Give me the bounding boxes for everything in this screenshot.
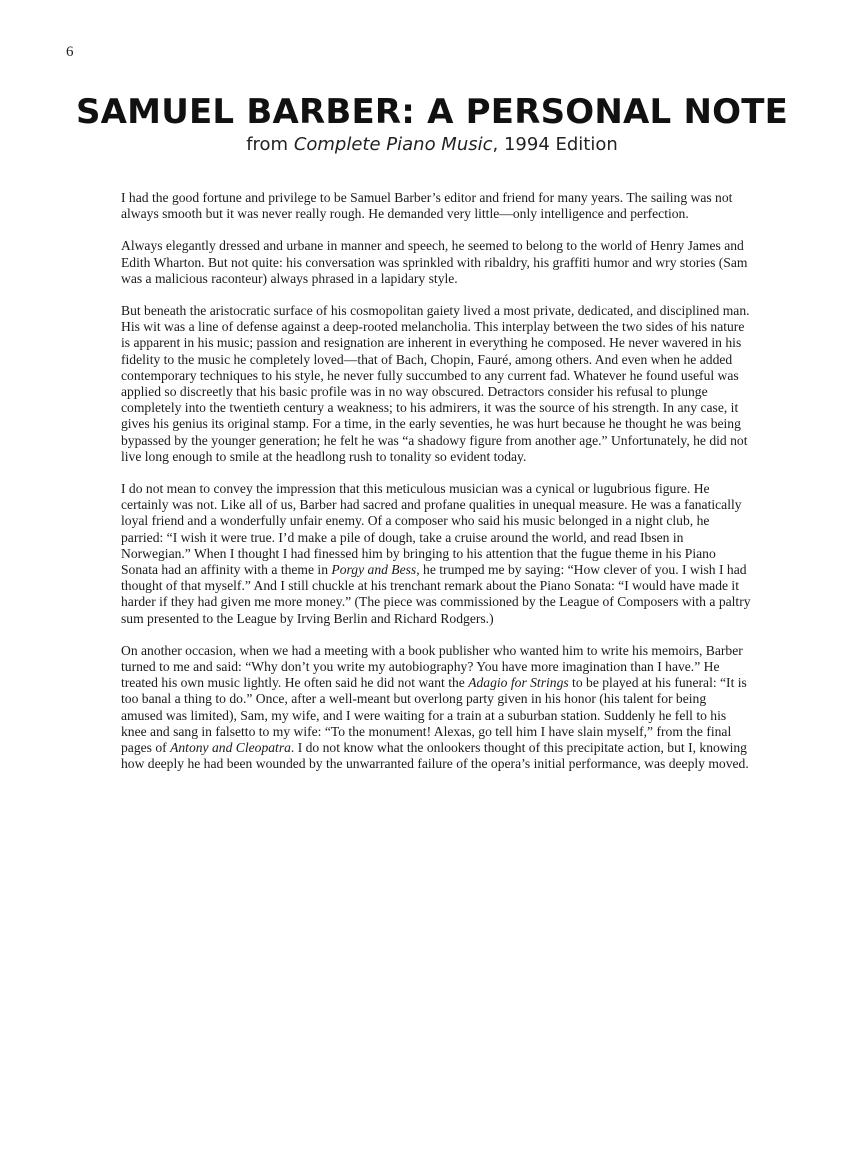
work-title-porgy-and-bess: Porgy and Bess [331, 562, 417, 578]
paragraph-5-text-b: to be played at his funeral: “It is too banal a thing to do.” Once, after a well-meant but overlong party given in his honor (his talent for being amused was limited), Sam, my wife, and I were waiting for a train at a suburban station. Suddenly he fell to his knee and sang in falsetto to my wife: “To the monument! Alexas, go tell him I have slain myself,” from the final pages of [121, 675, 747, 756]
subtitle-suffix: , 1994 Edition [492, 134, 618, 155]
paragraph-3: But beneath the aristocratic surface of his cosmopolitan gaiety lived a most private, dedicated, and disciplined man. His wit was a line of defense against a deep-rooted melancholia. This interplay between the two sides of his nature is apparent in his music; passion and resignation are inherent in everything he composed. He never wavered in his fidelity to the music he completely loved—that of Bach, Chopin, Fauré, among others. And even when he added contemporary techniques to his style, he never fully succumbed to any current fad. Whatever he found useful was applied so discreetly that his basic profile was in no way obscured. Detractors consider his refusal to plunge completely into the twentieth century a weakness; to his admirers, it was the source of his strength. In any case, it gives his genius its original stamp. For a time, in the early seventies, he was hurt because he thought he was being bypassed by the younger generation; he felt he was “a shadowy figure from another age.” Unfortunately, he did not live long enough to smile at the headlong rush to tonality so evident today. [121, 303, 750, 464]
subtitle-book-title: Complete Piano Music [293, 134, 493, 155]
paragraph-5-text-c: . I do not know what the onlookers thought of this precipitate action, but I, knowing how deeply he had been wounded by the unwarranted failure of the opera’s initial performance, was deeply moved. [121, 740, 749, 772]
paragraph-1: I had the good fortune and privilege to be Samuel Barber’s editor and friend for many years. The sailing was not always smooth but it was never really rough. He demanded very little—only intelligence and perfection. [121, 190, 733, 222]
paragraph-5 [121, 643, 751, 773]
paragraph-4-text-a: I do not mean to convey the impression that this meticulous musician was a cynical or lugubrious figure. He certainly was not. Like all of us, Barber had sacred and profane qualities in unequal measure. He was a fanatically loyal friend and a wonderfully unfair enemy. Of a composer who said his music belonged in a night club, he parried: “I wish it were true. I’d make a pile of dough, take a cruise around the world, and read Ibsen in Norwegian.” When I thought I had finessed him by bringing to his attention that the fugue theme in his Piano Sonata had an affinity with a theme in [121, 481, 742, 578]
paragraph-2: Always elegantly dressed and urbane in manner and speech, he seemed to belong to the world of Henry James and Edith Wharton. But not quite: his conversation was sprinkled with ribaldry, his graffiti humor and wry stories (Sam was a malicious raconteur) always phrased in a lapidary style. [121, 238, 748, 286]
subtitle-prefix: from [246, 134, 294, 155]
page-subtitle [0, 134, 864, 155]
work-title-antony-and-cleopatra: Antony and Cleopatra [170, 740, 291, 756]
page-number: 6 [66, 44, 74, 60]
paragraph-5-text-a: On another occasion, when we had a meeting with a book publisher who wanted him to write his memoirs, Barber turned to me and said: “Why don’t you write my autobiography? You have more imagination than I have.” He treated his own music lightly. He often said he did not want the [121, 642, 743, 691]
article-body [121, 190, 751, 789]
page-title: SAMUEL BARBER: A PERSONAL NOTE [75, 92, 789, 132]
paragraph-4 [121, 481, 751, 627]
paragraph-4-text-b: , he trumped me by saying: “How clever of you. I wish I had thought of that myself.” And I still chuckle at his trenchant remark about the Piano Sonata: “I would have made it harder if they had given me more money.” (The piece was commissioned by the League of Composers with a paltry sum presented to the League by Irving Berlin and Richard Rodgers.) [121, 562, 751, 626]
work-title-adagio-for-strings: Adagio for Strings [468, 675, 569, 691]
